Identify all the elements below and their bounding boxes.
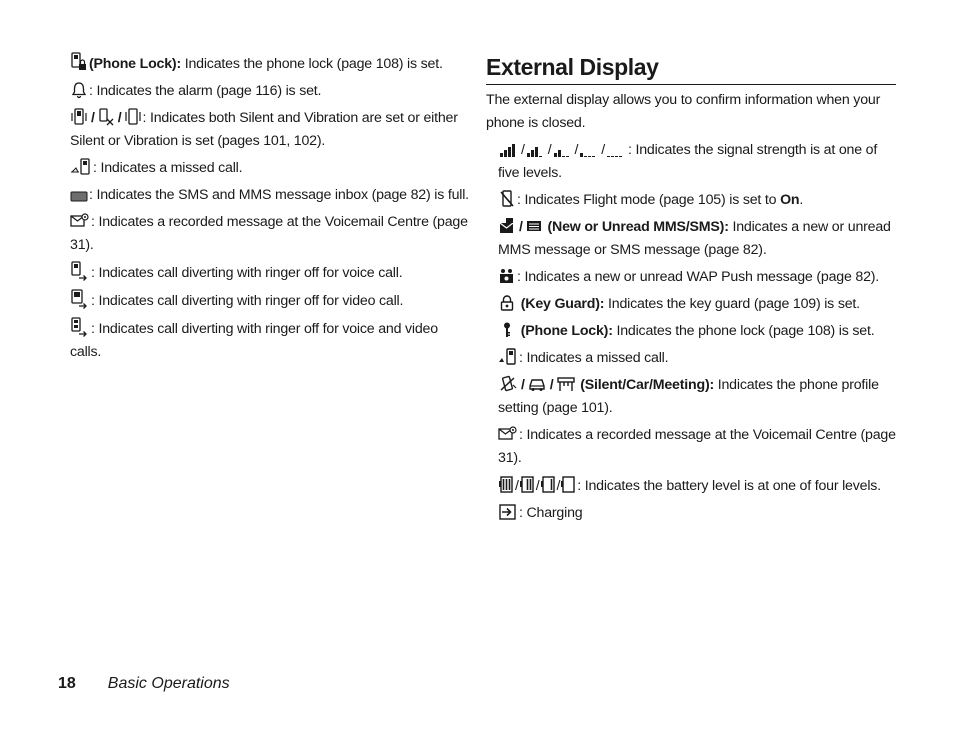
entry-key-guard	[486, 293, 896, 316]
divert-video-icon	[70, 289, 90, 309]
entry-phone-lock	[70, 52, 470, 76]
charging-icon	[498, 503, 518, 521]
signal-1-icon	[605, 142, 627, 158]
voicemail-ext-icon	[498, 425, 518, 443]
missed-call-icon	[70, 158, 92, 176]
entry-battery	[486, 474, 896, 498]
entry-profile	[486, 374, 896, 420]
intro-text: The external display allows you to confirm information when your phone is closed.	[486, 92, 881, 131]
separator: /	[574, 142, 579, 158]
divert-voice-text: : Indicates call diverting with ringer off for voice call.	[91, 265, 403, 281]
missed-call-ext-icon	[498, 348, 518, 366]
silent-vibration-icon	[70, 108, 88, 126]
phone-lock-ext-text: Indicates the phone lock (page 108) is set.	[612, 323, 875, 339]
entry-signal	[486, 139, 896, 185]
separator: /	[547, 142, 552, 158]
signal-3-icon	[552, 142, 574, 158]
entry-alarm	[70, 80, 470, 103]
charging-text: : Charging	[519, 505, 583, 521]
battery-full-icon	[498, 474, 514, 494]
alarm-bell-icon	[70, 81, 88, 99]
flight-text: : Indicates Flight mode (page 105) is set to	[517, 192, 781, 208]
separator: /	[515, 478, 519, 494]
phone-lock-title: (Phone Lock):	[89, 56, 181, 72]
separator: /	[549, 377, 554, 393]
key-guard-title: (Key Guard):	[520, 296, 605, 312]
inbox-full-icon	[70, 189, 88, 203]
entry-missed-call	[70, 157, 470, 180]
signal-text: : Indicates the signal strength is at one of five levels.	[498, 142, 878, 181]
page-footer	[58, 675, 230, 693]
separator: /	[91, 110, 95, 126]
entry-flight	[486, 189, 896, 212]
new-sms-icon	[525, 217, 543, 235]
missed-call-text: : Indicates a missed call.	[93, 160, 243, 176]
entry-charging	[486, 502, 896, 525]
entry-missed-call-ext	[486, 347, 896, 370]
phone-lock-icon	[70, 52, 88, 72]
battery-text: : Indicates the battery level is at one of four levels.	[577, 478, 881, 494]
phone-lock-text: Indicates the phone lock (page 108) is set.	[180, 56, 443, 72]
section-name: Basic Operations	[107, 675, 230, 692]
battery-two-thirds-icon	[519, 474, 535, 494]
entry-new-msg	[486, 216, 896, 262]
new-mms-icon	[498, 217, 516, 235]
new-msg-title: (New or Unread MMS/SMS):	[547, 219, 729, 235]
key-guard-icon	[498, 294, 516, 312]
phone-lock-ext-title: (Phone Lock):	[520, 323, 613, 339]
entry-silent-vibration	[70, 107, 470, 153]
profile-title: (Silent/Car/Meeting):	[580, 377, 714, 393]
alarm-text: : Indicates the alarm (page 116) is set.	[89, 83, 322, 99]
meeting-icon	[556, 375, 576, 393]
voicemail-icon	[70, 212, 90, 230]
flight-value: On	[780, 192, 800, 208]
silent-profile-icon	[498, 375, 518, 393]
separator: /	[117, 110, 122, 126]
entry-voicemail-ext	[486, 424, 896, 470]
wap-push-text: : Indicates a new or unread WAP Push message (page 82).	[517, 269, 880, 285]
separator: /	[521, 142, 525, 158]
divert-voice-icon	[70, 261, 90, 281]
silent-vibration-text: : Indicates both Silent and Vibration are set or either Silent or Vibration is set (pages 101, 102).	[70, 110, 458, 149]
vibration-icon	[124, 108, 142, 126]
right-column	[486, 52, 896, 529]
entry-divert-voice	[70, 261, 470, 285]
voicemail-text: : Indicates a recorded message at the Voicemail Centre (page 31).	[70, 214, 468, 253]
page-number: 18	[58, 675, 76, 692]
missed-call-ext-text: : Indicates a missed call.	[519, 350, 669, 366]
wap-push-icon	[498, 267, 516, 285]
signal-2-icon	[578, 142, 600, 158]
entry-voicemail	[70, 211, 470, 257]
silent-icon	[97, 108, 115, 126]
battery-empty-icon	[560, 474, 576, 494]
signal-4-icon	[525, 142, 547, 158]
entry-wap-push	[486, 266, 896, 289]
key-guard-text: Indicates the key guard (page 109) is set.	[604, 296, 860, 312]
separator: /	[519, 219, 523, 235]
divert-video-text: : Indicates call diverting with ringer off for video call.	[91, 293, 404, 309]
key-icon	[498, 321, 516, 339]
flight-end: .	[799, 192, 804, 208]
divert-both-icon	[70, 317, 90, 337]
separator: /	[556, 478, 561, 494]
separator: /	[521, 377, 525, 393]
separator: /	[601, 142, 605, 158]
entry-divert-video	[70, 289, 470, 313]
divert-both-text: : Indicates call diverting with ringer off for voice and video calls.	[70, 321, 438, 360]
battery-one-third-icon	[540, 474, 556, 494]
profile-text: Indicates the phone profile setting (page 101).	[498, 377, 879, 416]
entry-inbox-full	[70, 184, 470, 207]
voicemail-ext-text: : Indicates a recorded message at the Voicemail Centre (page 31).	[498, 427, 896, 466]
separator: /	[535, 478, 540, 494]
signal-5-icon	[498, 142, 520, 158]
left-column	[70, 52, 470, 368]
entry-divert-both	[70, 317, 470, 364]
section-heading: External Display	[486, 52, 896, 85]
new-msg-text: Indicates a new or unread MMS message or SMS message (page 82).	[498, 219, 891, 258]
entry-phone-lock-ext	[486, 320, 896, 343]
flight-mode-icon	[498, 190, 516, 208]
inbox-full-text: : Indicates the SMS and MMS message inbox (page 82) is full.	[89, 187, 469, 203]
car-icon	[527, 375, 547, 393]
